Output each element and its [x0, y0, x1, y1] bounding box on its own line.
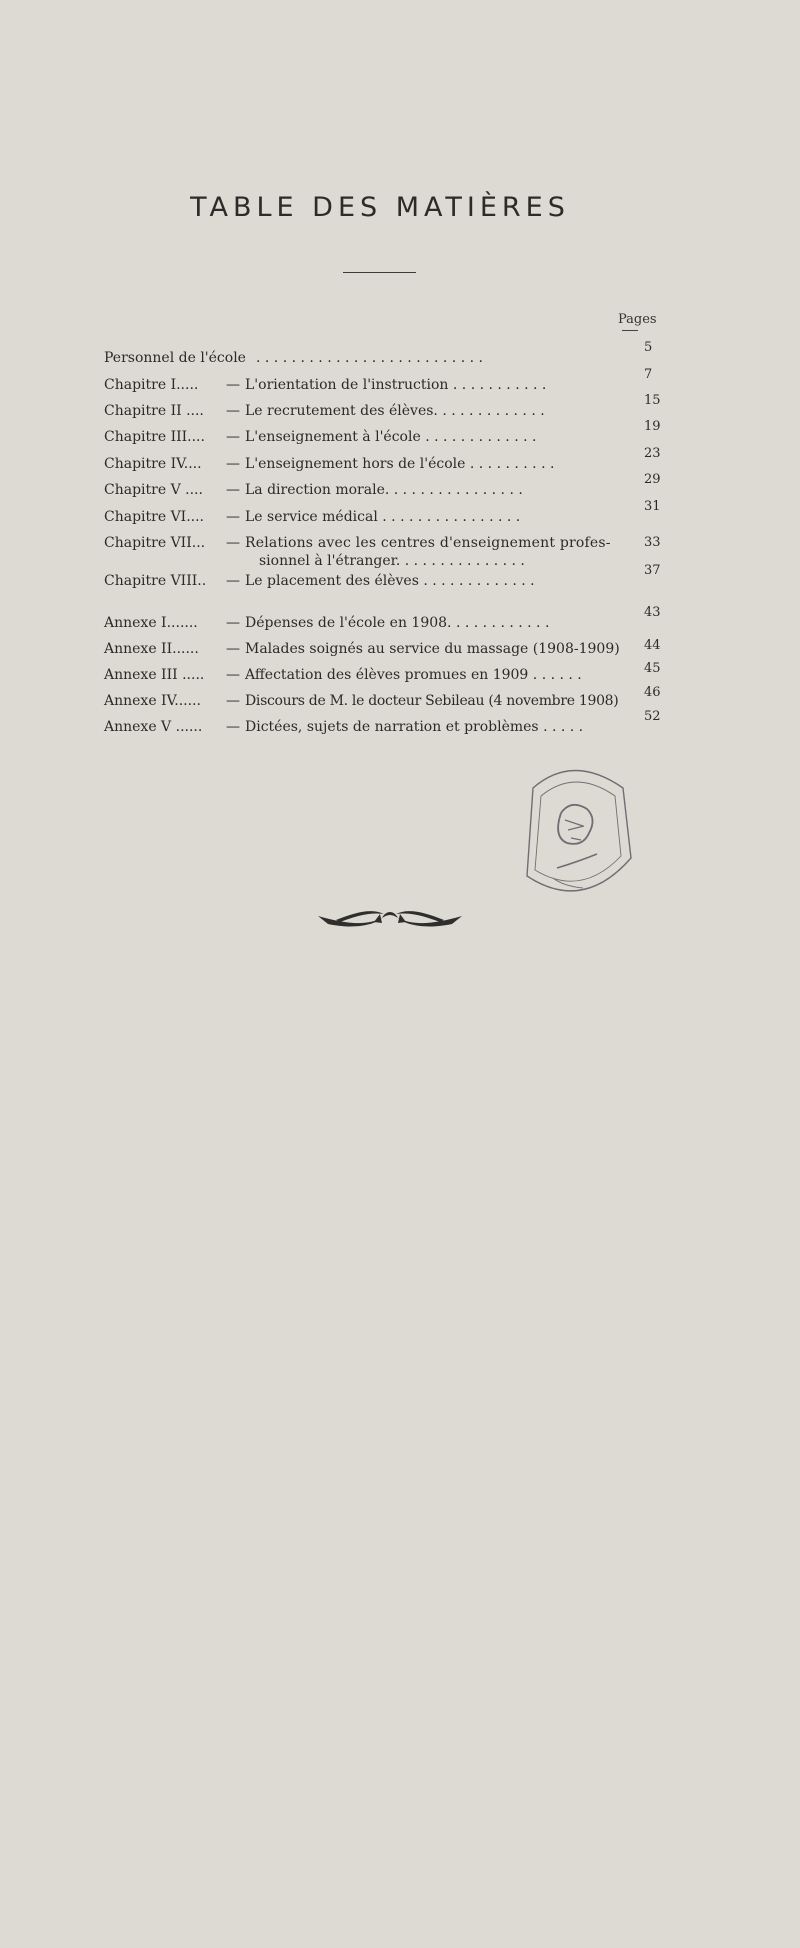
toc-entry-text: Le recrutement des élèves. . . . . . . . . . . . .	[245, 403, 545, 419]
toc-entry	[104, 685, 661, 715]
toc-entry	[104, 661, 661, 689]
pages-column-header	[618, 312, 657, 327]
page-title: TABLE DES MATIÈRES	[190, 192, 570, 223]
toc-entry-page: 29	[644, 472, 661, 487]
toc-entry-label: Annexe III .....	[104, 667, 205, 683]
toc-entry-text: Dépenses de l'école en 1908. . . . . . . . . . . .	[245, 615, 550, 631]
toc-entry-label: Chapitre VI....	[104, 509, 205, 525]
toc-entry-page: 23	[644, 446, 661, 461]
toc-entry-page: 31	[644, 499, 661, 514]
toc-entry-dash: —	[226, 667, 240, 683]
toc-entry-label: Chapitre VII...	[104, 535, 206, 551]
toc-entry	[104, 393, 661, 425]
toc-entry-label: Annexe V ......	[104, 719, 203, 735]
toc-entry-text: Dictées, sujets de narration et problèmes . . . . .	[245, 719, 584, 735]
toc-entry	[104, 419, 661, 451]
toc-entry-page: 52	[644, 709, 661, 724]
toc-entry-dash: —	[226, 615, 240, 631]
toc-entry-label: Chapitre VIII..	[104, 573, 207, 589]
toc-entry-page: 43	[644, 605, 661, 620]
toc-entry-dash: —	[226, 377, 240, 393]
toc-entry-dash: —	[226, 509, 240, 525]
toc-entry-dash: —	[226, 535, 240, 551]
toc-entry-dash: —	[226, 573, 240, 589]
toc-entry-text: Malades soignés au service du massage (1908-1909)	[245, 641, 620, 657]
toc-entry	[104, 340, 653, 372]
toc-entry-label: Personnel de l'école	[104, 350, 246, 366]
toc-entry	[104, 605, 661, 637]
toc-entry	[104, 367, 653, 399]
toc-entry	[104, 563, 661, 595]
toc-entry-label: Annexe IV......	[104, 693, 201, 709]
toc-entry-dash: —	[226, 429, 240, 445]
toc-entry-text: Le placement des élèves . . . . . . . . . . . . .	[245, 573, 535, 589]
toc-entry-text: La direction morale. . . . . . . . . . . . . . . .	[245, 482, 523, 498]
toc-entry	[104, 709, 661, 741]
toc-entry-page: 45	[644, 661, 661, 676]
toc-entry-text: L'orientation de l'instruction . . . . . . . . . . .	[245, 377, 547, 393]
title-rule	[343, 272, 416, 273]
toc-entry-dash: —	[226, 641, 240, 657]
toc-entry-label: Chapitre V ....	[104, 482, 203, 498]
toc-entry-dash: —	[226, 456, 240, 472]
toc-entry-label: Chapitre I.....	[104, 377, 199, 393]
end-ornament-icon	[316, 904, 464, 934]
toc-entry-label: Chapitre II ....	[104, 403, 204, 419]
toc-entry-text: . . . . . . . . . . . . . . . . . . . . . . . . . .	[256, 350, 483, 366]
toc-entry-label: Chapitre IV....	[104, 456, 202, 472]
toc-entry	[104, 499, 661, 531]
pages-label: Pages	[618, 312, 657, 327]
toc-entry-text: L'enseignement hors de l'école . . . . . . . . . .	[245, 456, 555, 472]
toc-entry-page: 33	[644, 535, 661, 550]
toc-entry-text: Le service médical . . . . . . . . . . . . . . . .	[245, 509, 521, 525]
toc-entry	[104, 446, 661, 478]
toc-entry-page: 44	[644, 638, 661, 653]
toc-entry-page: 7	[644, 367, 653, 382]
library-stamp-icon	[513, 758, 639, 910]
toc-entry-text: L'enseignement à l'école . . . . . . . . . . . . .	[245, 429, 537, 445]
toc-entry-page: 37	[644, 563, 661, 578]
toc-entry-text-continued: sionnel à l'étranger. . . . . . . . . . . . . . .	[259, 553, 525, 569]
toc-entry-text: Relations avec les centres d'enseignement profes-	[245, 535, 611, 551]
toc-entry-page: 5	[644, 340, 653, 355]
toc-entry-page: 15	[644, 393, 661, 408]
toc-entry-text: Discours de M. le docteur Sebileau (4 novembre 1908)	[245, 693, 619, 709]
toc-entry	[104, 472, 661, 504]
toc-entry-page: 46	[644, 685, 661, 700]
toc-entry-dash: —	[226, 693, 240, 709]
toc-entry-label: Annexe I.......	[104, 615, 198, 631]
toc-entry-dash: —	[226, 719, 240, 735]
toc-entry-dash: —	[226, 403, 240, 419]
toc-entry	[104, 638, 661, 663]
toc-entry-label: Annexe II......	[104, 641, 199, 657]
toc-entry-text: Affectation des élèves promues en 1909 . . . . . .	[245, 667, 582, 683]
toc-entry-page: 19	[644, 419, 661, 434]
pages-underline	[622, 330, 638, 331]
toc-entry-dash: —	[226, 482, 240, 498]
toc-entry-label: Chapitre III....	[104, 429, 205, 445]
